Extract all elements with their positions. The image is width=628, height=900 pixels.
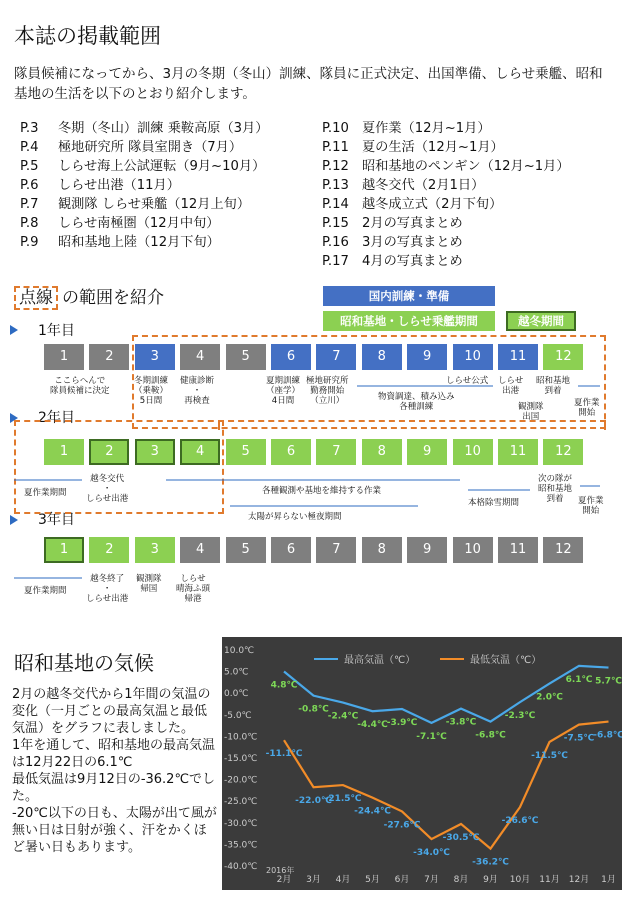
data-label: -22.0℃ bbox=[295, 796, 332, 807]
month-box-y1-1: 1 bbox=[44, 344, 84, 370]
data-label: -7.5℃ bbox=[563, 733, 595, 744]
y-tick-label: -15.0℃ bbox=[224, 754, 258, 764]
note-team-departs: 観測隊 出国 bbox=[518, 402, 544, 422]
data-label: -6.8℃ bbox=[475, 730, 506, 741]
page-number: P.17 bbox=[322, 254, 349, 269]
data-label: -2.4℃ bbox=[327, 711, 359, 722]
month-box-y2-9: 9 bbox=[407, 439, 447, 465]
note-candidate: ここらへんで 隊員候補に決定 bbox=[50, 376, 110, 396]
page-number: P.13 bbox=[322, 178, 349, 193]
dotted-label: 点線 bbox=[14, 286, 58, 310]
note2-snow: 本格除雪期間 bbox=[468, 498, 520, 508]
month-box-y1-3: 3 bbox=[135, 344, 175, 370]
note2-next-team: 次の隊が 昭和基地 到着 bbox=[538, 474, 573, 504]
data-label: -26.6℃ bbox=[501, 816, 539, 827]
note-health: 健康診断 ・ 再検査 bbox=[180, 376, 215, 406]
month-box-y2-4: 4 bbox=[180, 439, 220, 465]
note2-summer: 夏作業期間 bbox=[24, 488, 67, 498]
note3-harumi: しらせ 晴海ふ頭 帰港 bbox=[176, 574, 211, 604]
data-label: -27.6℃ bbox=[383, 820, 421, 831]
y-tick-label: -40.0℃ bbox=[224, 862, 258, 872]
month-box-y3-3: 3 bbox=[135, 537, 175, 563]
page-topic: 夏作業（12月~1月） bbox=[362, 121, 491, 136]
data-label: -7.1℃ bbox=[416, 731, 447, 742]
data-label: -0.8℃ bbox=[298, 704, 329, 715]
legend-label: 最低気温（℃） bbox=[470, 655, 542, 666]
x-tick-label: 5月 bbox=[365, 875, 380, 885]
data-label: -21.5℃ bbox=[324, 794, 362, 805]
data-label: -11.5℃ bbox=[531, 750, 568, 761]
note-supplies: 物資調達、積み込み 各種訓練 bbox=[378, 392, 455, 412]
x-tick-label: 8月 bbox=[453, 875, 469, 885]
page-number: P.16 bbox=[322, 235, 349, 250]
x-tick-label: 6月 bbox=[394, 875, 410, 885]
month-box-y3-9: 9 bbox=[407, 537, 447, 563]
legend-ship: 昭和基地・しらせ乗艦期間 bbox=[323, 311, 495, 331]
page-topic: 昭和基地上陸（12月下旬） bbox=[58, 235, 220, 250]
legend-domestic: 国内訓練・準備 bbox=[323, 286, 495, 306]
x-tick-label: 12月 bbox=[568, 875, 590, 885]
data-label: 5.7℃ bbox=[595, 676, 622, 687]
legend-label: 最高気温（℃） bbox=[344, 655, 416, 666]
month-box-y1-7: 7 bbox=[316, 344, 356, 370]
month-box-y2-10: 10 bbox=[453, 439, 493, 465]
page-topic: しらせ出港（11月） bbox=[58, 178, 180, 193]
page-number: P.14 bbox=[322, 197, 349, 212]
temperature-chart bbox=[222, 637, 622, 890]
page-topic: 4月の写真まとめ bbox=[362, 254, 463, 269]
note3-end: 越冬終了 ・ しらせ出港 bbox=[86, 574, 129, 604]
data-label: -24.4℃ bbox=[354, 806, 391, 817]
month-box-y3-7: 7 bbox=[316, 537, 356, 563]
x-tick-label: 3月 bbox=[306, 875, 321, 885]
y-tick-label: -25.0℃ bbox=[224, 797, 258, 808]
month-box-y1-8: 8 bbox=[362, 344, 402, 370]
note2-exchange: 越冬交代 ・ しらせ出港 bbox=[86, 474, 129, 504]
month-box-y3-8: 8 bbox=[362, 537, 402, 563]
x-tick-label: 2月 bbox=[276, 875, 292, 885]
note-nipr: 極地研究所 勤務開始 （立川） bbox=[306, 376, 349, 406]
month-box-y2-2: 2 bbox=[89, 439, 129, 465]
month-box-y1-4: 4 bbox=[180, 344, 220, 370]
y-tick-label: -30.0℃ bbox=[224, 818, 258, 829]
x-tick-label: 9月 bbox=[483, 875, 498, 885]
data-label: -4.4℃ bbox=[357, 720, 388, 731]
y-tick-label: -5.0℃ bbox=[224, 710, 252, 721]
x-tick-label: 7月 bbox=[424, 875, 439, 885]
page-number: P.4 bbox=[20, 140, 39, 155]
month-box-y1-11: 11 bbox=[498, 344, 538, 370]
month-box-y1-5: 5 bbox=[226, 344, 266, 370]
month-box-y3-5: 5 bbox=[226, 537, 266, 563]
page-topic: しらせ南極圏（12月中旬） bbox=[58, 216, 220, 231]
page-number: P.7 bbox=[20, 197, 39, 212]
climate-text: 2月の越冬交代から1年間の気温の変化（一月ごとの最高気温と最低気温）をグラフに表しました。 1年を通して、昭和基地の最高気温は12月22日の6.1℃ 最低気温は9月12日の-36.2℃でした。 -20℃以下の日も、太陽が出て風が無い日は日射が強く、汗をかくほど暑い日もあります。 bbox=[12, 687, 217, 855]
note-departure: しらせ 出港 bbox=[498, 376, 524, 396]
month-box-y2-11: 11 bbox=[498, 439, 538, 465]
month-box-y1-12: 12 bbox=[543, 344, 583, 370]
month-box-y3-10: 10 bbox=[453, 537, 493, 563]
data-label: -3.8℃ bbox=[445, 717, 477, 728]
page-number: P.15 bbox=[322, 216, 349, 231]
page-number: P.8 bbox=[20, 216, 39, 231]
y-tick-label: -35.0℃ bbox=[224, 840, 258, 851]
month-box-y2-8: 8 bbox=[362, 439, 402, 465]
year3-label: 3年目 bbox=[38, 512, 75, 528]
page-topic: 越冬交代（2月1日） bbox=[362, 178, 485, 193]
page-topic: 2月の写真まとめ bbox=[362, 216, 463, 231]
month-box-y2-1: 1 bbox=[44, 439, 84, 465]
data-label: 4.8℃ bbox=[270, 680, 298, 691]
page-number: P.9 bbox=[20, 235, 39, 250]
note-summer-training: 夏期訓練 （座学） 4日間 bbox=[266, 376, 301, 406]
intro-text: 隊員候補になってから、3月の冬期（冬山）訓練、隊員に正式決定、出国準備、しらせ乗艦、昭和基地の生活を以下のとおり紹介します。 bbox=[14, 66, 603, 102]
page-topic: 3月の写真まとめ bbox=[362, 235, 463, 250]
month-box-y2-7: 7 bbox=[316, 439, 356, 465]
page-number: P.11 bbox=[322, 140, 349, 155]
x-tick-label: 10月 bbox=[509, 875, 531, 885]
note3-return: 観測隊 帰国 bbox=[136, 574, 162, 594]
chart-svg bbox=[222, 637, 622, 890]
note-shirase-trial: しらせ公式 bbox=[446, 376, 489, 386]
note3-summer: 夏作業期間 bbox=[24, 586, 67, 596]
page-number: P.10 bbox=[322, 121, 349, 136]
page-number: P.6 bbox=[20, 178, 39, 193]
month-box-y2-12: 12 bbox=[543, 439, 583, 465]
data-label: 6.1℃ bbox=[565, 674, 593, 685]
note-summer-start: 夏作業 開始 bbox=[574, 398, 600, 418]
month-box-y3-6: 6 bbox=[271, 537, 311, 563]
month-box-y1-10: 10 bbox=[453, 344, 493, 370]
month-box-y3-12: 12 bbox=[543, 537, 583, 563]
year2-label: 2年目 bbox=[38, 410, 75, 426]
page-topic: 冬期（冬山）訓練 乗鞍高原（3月） bbox=[58, 121, 269, 136]
month-box-y3-2: 2 bbox=[89, 537, 129, 563]
month-box-y2-5: 5 bbox=[226, 439, 266, 465]
data-label: -36.2℃ bbox=[472, 857, 509, 868]
note2-observation: 各種観測や基地を維持する作業 bbox=[262, 486, 382, 496]
data-label: 2.0℃ bbox=[536, 692, 563, 703]
page-topic: 極地研究所 隊員室開き（7月） bbox=[58, 140, 243, 155]
month-box-y3-1: 1 bbox=[44, 537, 84, 563]
x-tick-label: 11月 bbox=[539, 875, 560, 885]
page-number: P.12 bbox=[322, 159, 349, 174]
y-tick-label: 0.0℃ bbox=[224, 689, 249, 700]
y-tick-label: 5.0℃ bbox=[224, 667, 249, 678]
month-box-y1-9: 9 bbox=[407, 344, 447, 370]
month-box-y3-4: 4 bbox=[180, 537, 220, 563]
page-number: P.3 bbox=[20, 121, 39, 136]
x-tick-label: 1月 bbox=[601, 875, 616, 885]
note-winter-training: 冬期訓練 （乗鞍） 5日間 bbox=[134, 376, 169, 406]
data-label: -3.9℃ bbox=[386, 718, 418, 729]
data-label: -34.0℃ bbox=[413, 848, 450, 859]
page-topic: 観測隊 しらせ乗艦（12月上旬） bbox=[58, 197, 251, 212]
note2-polar-night: 太陽が昇らない極夜期間 bbox=[248, 512, 342, 522]
page-topic: しらせ海上公試運転（9月~10月） bbox=[58, 159, 266, 174]
year-label: 2016年 bbox=[266, 866, 295, 875]
note2-summer-start: 夏作業 開始 bbox=[578, 496, 604, 516]
month-box-y1-6: 6 bbox=[271, 344, 311, 370]
page-topic: 夏の生活（12月~1月） bbox=[362, 140, 504, 155]
climate-title: 昭和基地の気候 bbox=[14, 651, 154, 675]
x-tick-label: 4月 bbox=[335, 875, 351, 885]
data-label: -2.3℃ bbox=[504, 711, 536, 722]
y-tick-label: -10.0℃ bbox=[224, 732, 258, 743]
page-number: P.5 bbox=[20, 159, 39, 174]
data-label: -30.5℃ bbox=[442, 832, 480, 843]
y-tick-label: 10.0℃ bbox=[224, 646, 255, 656]
y-tick-label: -20.0℃ bbox=[224, 775, 258, 786]
page-title: 本誌の掲載範囲 bbox=[14, 24, 161, 48]
page-topic: 越冬成立式（2月下旬） bbox=[362, 197, 503, 212]
month-box-y2-6: 6 bbox=[271, 439, 311, 465]
data-label: -11.1℃ bbox=[265, 749, 303, 760]
year1-label: 1年目 bbox=[38, 323, 75, 339]
legend-winter: 越冬期間 bbox=[506, 311, 576, 331]
note-arrival: 昭和基地 到着 bbox=[536, 376, 571, 396]
range-text: の範囲を紹介 bbox=[62, 288, 164, 308]
data-label: -6.8℃ bbox=[593, 730, 622, 741]
month-box-y3-11: 11 bbox=[498, 537, 538, 563]
month-box-y2-3: 3 bbox=[135, 439, 175, 465]
month-box-y1-2: 2 bbox=[89, 344, 129, 370]
page-topic: 昭和基地のペンギン（12月~1月） bbox=[362, 159, 570, 174]
